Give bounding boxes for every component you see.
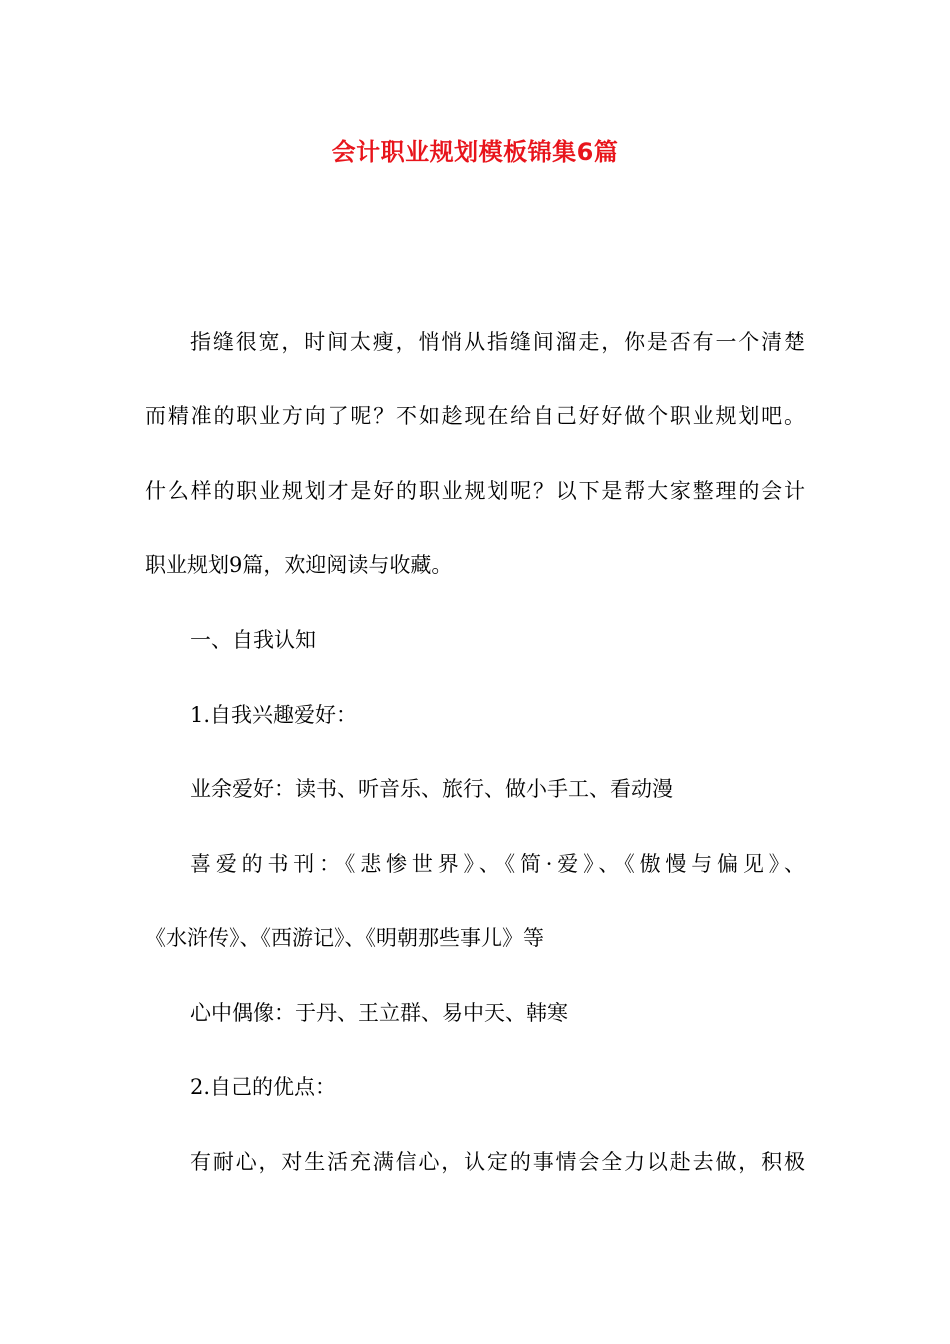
paragraph-line-3: 什么样的职业规划才是好的职业规划呢？以下是帮大家整理的会计: [145, 479, 805, 503]
document-title: 会计职业规划模板锦集6篇: [331, 138, 619, 166]
hobbies-line: 业余爱好：读书、听音乐、旅行、做小手工、看动漫: [190, 777, 673, 801]
favorite-books-line-2: 《水浒传》、《西游记》、《明朝那些事儿》等: [145, 926, 544, 950]
section-heading-self-awareness: 一、自我认知: [190, 628, 316, 652]
favorite-books-line-1: 喜爱的书刊：《悲惨世界》、《简·爱》、《傲慢与偏见》、: [190, 852, 805, 876]
subheading-strengths: 2.自己的优点：: [190, 1075, 337, 1099]
idols-line: 心中偶像：于丹、王立群、易中天、韩寒: [190, 1001, 568, 1025]
strengths-line-1: 有耐心，对生活充满信心，认定的事情会全力以赴去做，积极: [190, 1150, 805, 1174]
paragraph-line-1: 指缝很宽，时间太瘦，悄悄从指缝间溜走，你是否有一个清楚: [190, 330, 805, 354]
paragraph-line-2: 而精准的职业方向了呢？不如趁现在给自己好好做个职业规划吧。: [145, 404, 805, 428]
subheading-interests: 1.自我兴趣爱好：: [190, 703, 358, 727]
paragraph-line-4: 职业规划9篇，欢迎阅读与收藏。: [145, 553, 453, 577]
